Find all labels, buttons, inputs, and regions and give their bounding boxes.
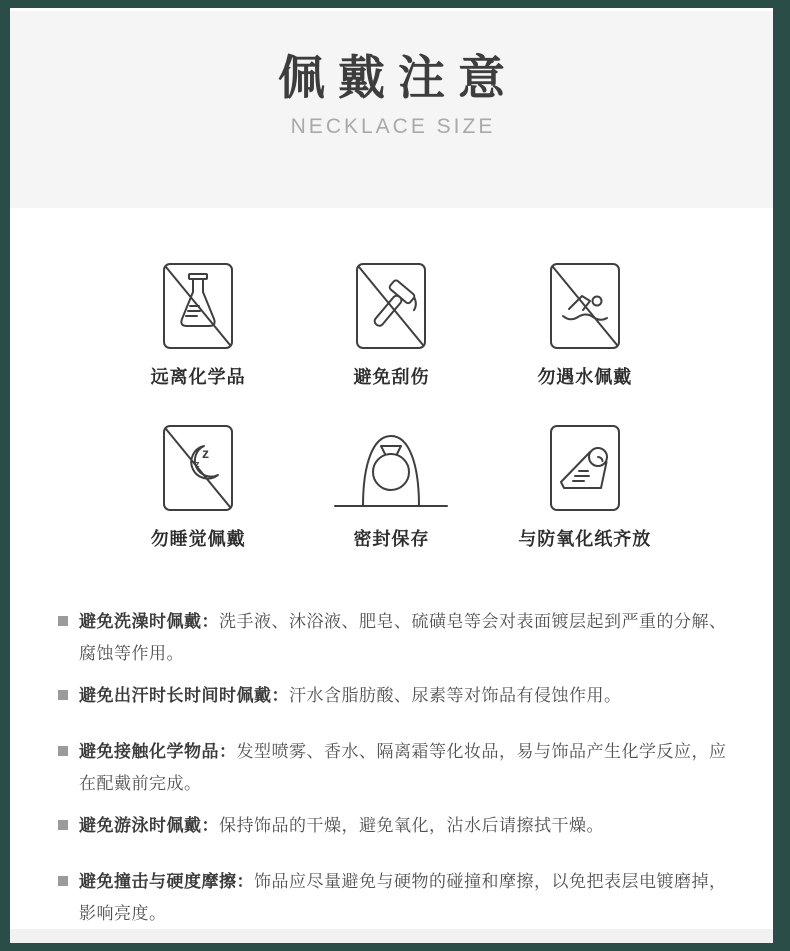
note-lead: 避免洗澡时佩戴：	[79, 612, 219, 631]
care-item-label: 勿睡觉佩戴	[150, 529, 246, 549]
note-body: 洗手液、沐浴液、肥皂、硫磺皂等会对表面镀层起到严重的分解、腐蚀等作用。	[79, 612, 727, 663]
care-note	[58, 606, 731, 670]
no-sleep-moon-icon	[162, 424, 234, 512]
svg-text:z: z	[195, 459, 200, 469]
bullet-square-icon	[58, 616, 68, 626]
no-chemicals-icon	[162, 262, 234, 350]
care-item-no-water	[488, 262, 681, 388]
note-lead: 避免接触化学物品：	[79, 742, 237, 761]
care-item-label: 密封保存	[353, 529, 430, 549]
note-lead: 避免撞击与硬度摩擦：	[79, 872, 254, 891]
note-body: 保持饰品的干燥，避免氧化，沾水后请擦拭干燥。	[219, 816, 604, 835]
bullet-square-icon	[58, 820, 68, 830]
care-item-sealed-storage	[295, 424, 488, 550]
sealed-bag-ring-icon	[331, 424, 451, 512]
care-item-no-scratching	[295, 262, 488, 388]
note-body: 汗水含脂肪酸、尿素等对饰品有侵蚀作用。	[289, 686, 622, 705]
care-note	[58, 680, 731, 712]
note-lead: 避免出汗时长时间时佩戴：	[79, 686, 289, 705]
care-item-label: 远离化学品	[150, 367, 246, 387]
no-scratch-hammer-icon	[355, 262, 427, 350]
bottom-strip	[10, 929, 773, 943]
bullet-square-icon	[58, 876, 68, 886]
note-body: 饰品应尽量避免与硬物的碰撞和摩擦，以免把表层电镀磨掉，影响亮度。	[79, 872, 727, 923]
page-title: 佩戴注意	[278, 51, 518, 104]
note-lead: 避免游泳时佩戴：	[79, 816, 219, 835]
care-note	[58, 736, 731, 800]
bullet-square-icon	[58, 690, 68, 700]
no-swimming-icon	[549, 262, 621, 350]
header	[10, 11, 773, 208]
care-note	[58, 810, 731, 842]
care-item-label: 与防氧化纸齐放	[518, 529, 652, 549]
care-icon-grid	[102, 262, 682, 550]
bullet-square-icon	[58, 746, 68, 756]
svg-text:z: z	[202, 445, 210, 461]
care-note	[58, 866, 731, 930]
page-subtitle: NECKLACE SIZE	[290, 115, 496, 139]
care-item-label: 避免刮伤	[353, 367, 430, 387]
care-item-anti-oxidation-paper	[488, 424, 681, 550]
paper-roll-icon	[549, 424, 621, 512]
care-notes-list	[10, 606, 773, 930]
note-body: 发型喷雾、香水、隔离霜等化妆品，易与饰品产生化学反应，应在配戴前完成。	[79, 742, 727, 793]
care-item-label: 勿遇水佩戴	[537, 367, 633, 387]
care-item-no-chemicals	[102, 262, 295, 388]
care-item-no-sleeping	[102, 424, 295, 550]
